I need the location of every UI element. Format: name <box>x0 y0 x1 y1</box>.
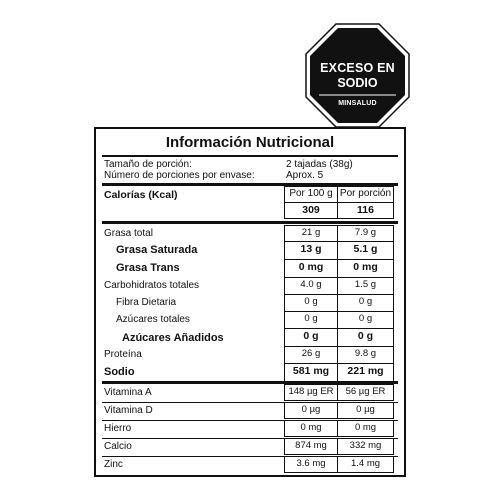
nutrient-value-portion: 7.9 g <box>337 225 394 242</box>
nutrient-value-portion: 0 µg <box>337 402 394 419</box>
nutrient-value-100g: 0 µg <box>284 402 338 419</box>
nutrient-label: Proteína <box>104 349 142 360</box>
thick-divider <box>102 221 398 224</box>
serving-size-label: Tamaño de porción: <box>104 159 192 170</box>
seal-authority: MINSALUD <box>338 100 377 107</box>
nutrition-facts-panel <box>94 127 406 477</box>
nutrient-value-100g: 21 g <box>284 225 338 242</box>
nutrient-value-portion: 0 g <box>337 294 394 312</box>
servings-label: Número de porciones por envase: <box>104 170 255 181</box>
nutrient-value-100g: 581 mg <box>284 363 338 382</box>
nutrient-value-portion: 0 g <box>337 328 394 347</box>
nutrient-value-portion: 9.8 g <box>337 346 394 364</box>
nutrient-label: Zinc <box>104 459 123 470</box>
nutrient-value-100g: 0 g <box>284 311 338 329</box>
nutrient-value-portion: 56 µg ER <box>337 384 394 401</box>
nutrient-value-100g: 4.0 g <box>284 277 338 295</box>
nutrient-label: Fibra Dietaria <box>116 297 177 308</box>
servings-value: Aprox. 5 <box>286 170 324 181</box>
column-header-per-100g: Por 100 g <box>284 186 338 203</box>
calories-per-portion: 116 <box>337 202 394 219</box>
nutrient-label: Azúcares totales <box>116 314 190 325</box>
nutrient-value-100g: 0 g <box>284 294 338 312</box>
nutrient-value-portion: 0 g <box>337 311 394 329</box>
nutrient-value-portion: 0 mg <box>337 420 394 437</box>
serving-size-value: 2 tajadas (38g) <box>286 159 353 170</box>
nutrient-label: Vitamina A <box>104 387 152 398</box>
nutrient-value-portion: 221 mg <box>337 363 394 382</box>
nutrient-value-portion: 1.4 mg <box>337 456 394 473</box>
nutrient-value-100g: 874 mg <box>284 438 338 455</box>
panel-title: Información Nutricional <box>165 134 335 151</box>
nutrient-value-100g: 3.6 mg <box>284 456 338 473</box>
seal-line-2: SODIO <box>337 76 378 90</box>
nutrient-label: Vitamina D <box>104 405 153 416</box>
nutrient-value-100g: 148 µg ER <box>284 384 338 401</box>
seal-line-1: EXCESO EN <box>320 61 395 75</box>
column-header-per-portion: Por porción <box>337 186 394 203</box>
nutrient-value-100g: 0 mg <box>284 259 338 278</box>
nutrient-label: Azúcares Añadidos <box>122 332 224 344</box>
warning-seal <box>305 23 410 128</box>
nutrient-label: Sodio <box>104 366 135 378</box>
nutrient-value-portion: 1.5 g <box>337 277 394 295</box>
nutrient-label: Calcio <box>104 441 132 452</box>
divider <box>102 155 398 157</box>
nutrient-value-portion: 332 mg <box>337 438 394 455</box>
nutrient-value-portion: 0 mg <box>337 259 394 278</box>
nutrient-label: Grasa total <box>104 228 153 239</box>
nutrient-label: Hierro <box>104 423 132 434</box>
nutrient-label: Grasa Saturada <box>116 244 198 256</box>
nutrient-label: Grasa Trans <box>116 262 180 274</box>
calories-per-100g: 309 <box>284 202 338 219</box>
nutrient-value-100g: 0 mg <box>284 420 338 437</box>
nutrient-value-100g: 0 g <box>284 328 338 347</box>
nutrient-value-portion: 5.1 g <box>337 241 394 260</box>
nutrient-label: Carbohidratos totales <box>104 280 200 291</box>
nutrient-value-100g: 26 g <box>284 346 338 364</box>
nutrient-value-100g: 13 g <box>284 241 338 260</box>
calories-label: Calorías (Kcal) <box>104 189 178 201</box>
